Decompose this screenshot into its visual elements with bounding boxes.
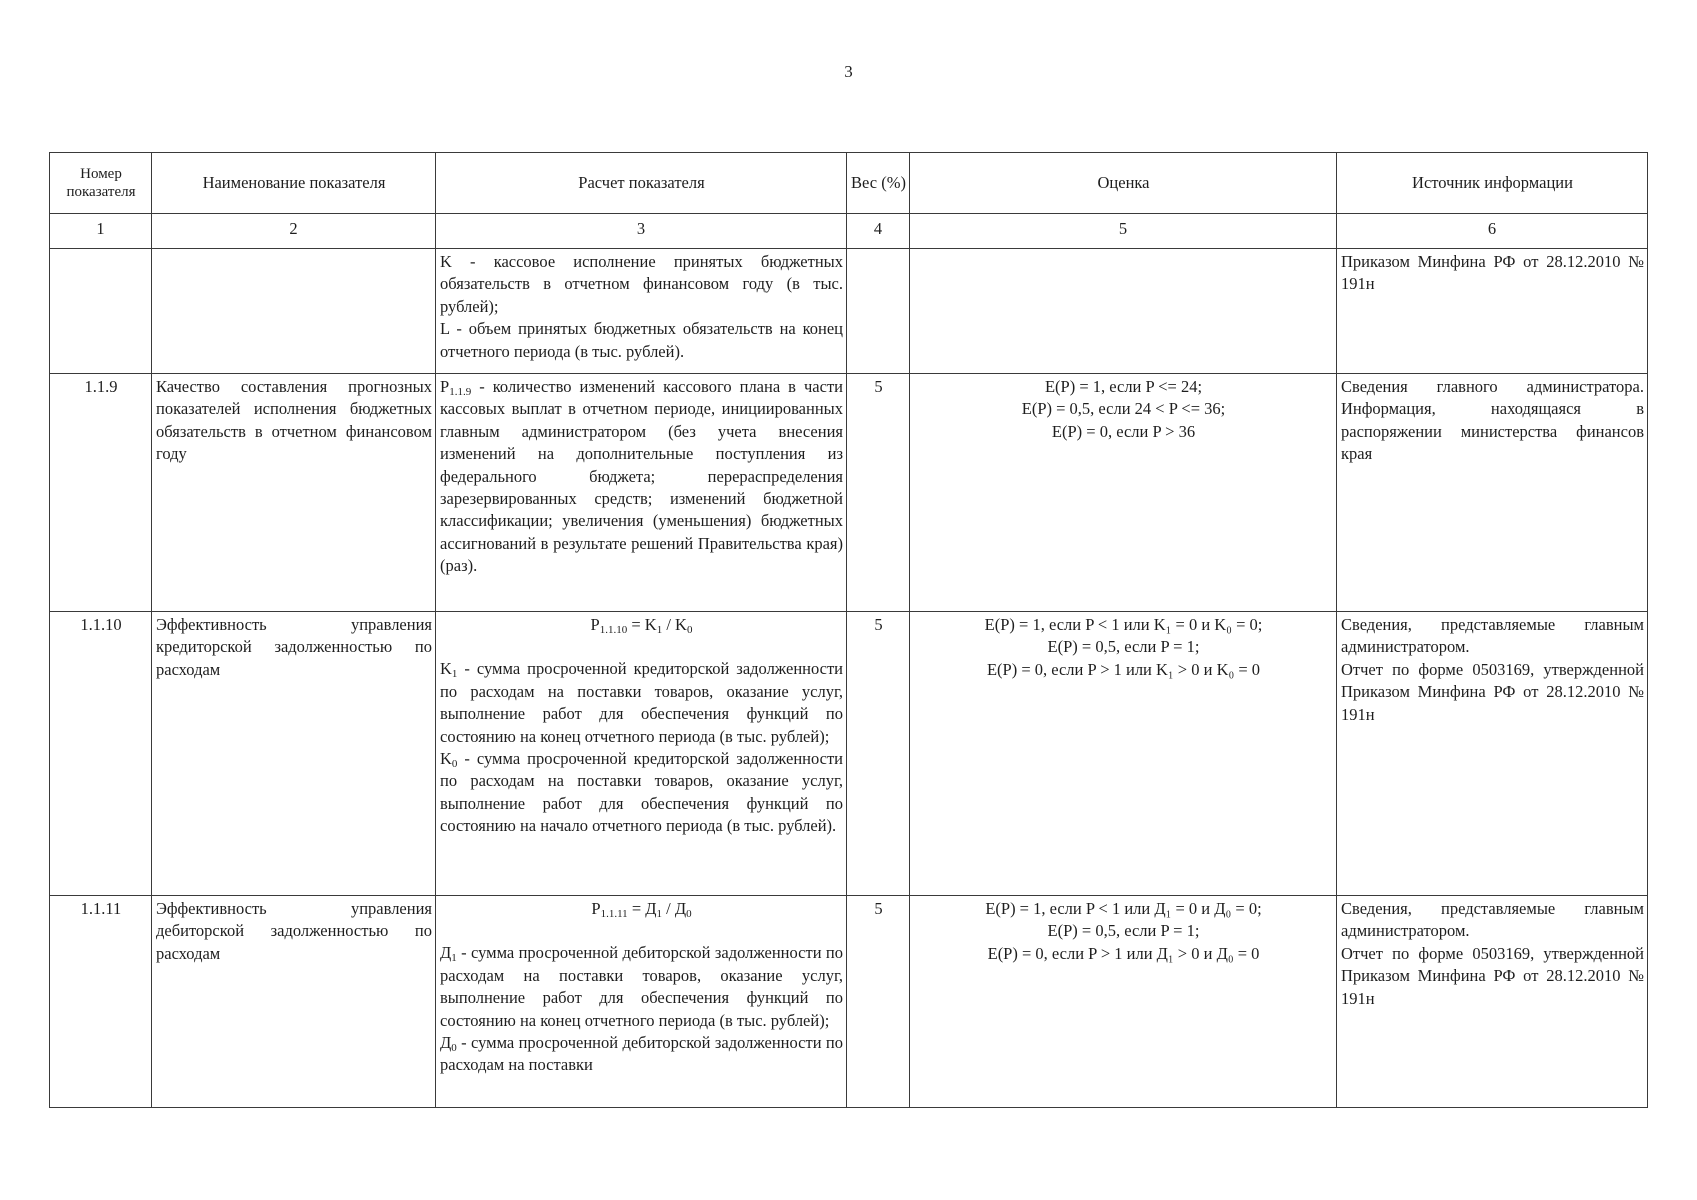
indicator-source xyxy=(1337,896,1648,1108)
calc-definition: L - объем принятых бюджетных обязательств на конец отчетного периода (в тыс. рублей). xyxy=(440,319,843,361)
indicator-calc xyxy=(436,249,847,374)
indicator-evaluation xyxy=(910,612,1337,896)
evaluation-line: E(P) = 0, если P > 1 или K₁ > 0 и K₀ = 0 xyxy=(986,659,1261,679)
indicator-calc xyxy=(436,612,847,896)
indicator-calc xyxy=(436,896,847,1108)
indicator-evaluation xyxy=(910,249,1337,374)
calc-definition: $Д_1$ - сумма просроченной дебиторской задолженности по расходам на поставки товаров, оказание услуг, выполнение работ для обеспечения функций по состоянию на конец отчетного периода (в тыс. рублей); xyxy=(440,943,843,1030)
indicator-source: Сведения главного администратора. Информация, находящаяся в распоряжении министерства финансов края xyxy=(1337,374,1648,612)
table-row xyxy=(50,612,1648,896)
indicator-source: Приказом Минфина РФ от 28.12.2010 № 191н xyxy=(1337,249,1648,374)
indicator-weight xyxy=(847,249,910,374)
evaluation-line: E(P) = 0, если P > 1 или Д₁ > 0 и Д₀ = 0 xyxy=(987,943,1260,963)
indicator-number: 1.1.10 xyxy=(50,612,152,896)
calc-definition: $K_1$ - сумма просроченной кредиторской задолженности по расходам на поставки товаров, оказание услуг, выполнение работ для обеспечения функций по состоянию на конец отчетного периода (в тыс. рублей); xyxy=(440,659,843,746)
column-number-row xyxy=(50,214,1648,249)
table-row xyxy=(50,896,1648,1108)
header-source: Источник информации xyxy=(1337,153,1648,214)
table-row xyxy=(50,374,1648,612)
evaluation-line: E(P) = 1, если P <= 24; xyxy=(1044,377,1203,396)
header-evaluation: Оценка xyxy=(910,153,1337,214)
source-line: Отчет по форме 0503169, утвержденной Приказом Минфина РФ от 28.12.2010 № 191н xyxy=(1341,943,1644,1008)
source-line: Отчет по форме 0503169, утвержденной Приказом Минфина РФ от 28.12.2010 № 191н xyxy=(1341,659,1644,724)
indicator-name xyxy=(152,249,436,374)
table-row xyxy=(50,249,1648,374)
header-row xyxy=(50,153,1648,214)
indicator-evaluation xyxy=(910,896,1337,1108)
page-number: 3 xyxy=(844,62,853,81)
indicator-calc xyxy=(436,374,847,612)
column-number: 1 xyxy=(50,214,152,249)
column-number: 3 xyxy=(436,214,847,249)
header-weight: Вес (%) xyxy=(847,153,910,214)
indicator-name: Эффективность управления дебиторской задолженностью по расходам xyxy=(152,896,436,1108)
indicators-table xyxy=(49,152,1648,1108)
indicator-weight: 5 xyxy=(847,374,910,612)
evaluation-line: E(P) = 0, если P > 36 xyxy=(1051,421,1196,441)
calc-definition: K - кассовое исполнение принятых бюджетных обязательств в отчетном финансовом году (в тыс. рублей); xyxy=(440,252,843,316)
indicator-number: 1.1.9 xyxy=(50,374,152,612)
calc-formula: $P_{1.1.10} = K_1 / K_0$ xyxy=(590,615,693,636)
indicator-number: 1.1.11 xyxy=(50,896,152,1108)
header-calc: Расчет показателя xyxy=(436,153,847,214)
header-number: Номер показателя xyxy=(50,153,152,214)
indicator-name: Эффективность управления кредиторской задолженностью по расходам xyxy=(152,612,436,896)
header-name: Наименование показателя xyxy=(152,153,436,214)
calc-definition: $K_0$ - сумма просроченной кредиторской задолженности по расходам на поставки товаров, оказание услуг, выполнение работ для обеспечения функций по состоянию на начало отчетного периода (в тыс. рублей). xyxy=(440,749,843,836)
column-number: 6 xyxy=(1337,214,1648,249)
source-line: Сведения, представляемые главным администратором. xyxy=(1341,615,1644,657)
evaluation-line: E(P) = 1, если P < 1 или K₁ = 0 и K₀ = 0; xyxy=(984,615,1263,634)
calc-formula: $P_{1.1.11} = Д_1 / Д_0$ xyxy=(591,899,692,920)
indicator-source xyxy=(1337,612,1648,896)
indicator-number xyxy=(50,249,152,374)
column-number: 5 xyxy=(910,214,1337,249)
column-number: 4 xyxy=(847,214,910,249)
source-line: Сведения, представляемые главным администратором. xyxy=(1341,899,1644,941)
calc-variable-subscript: 1.1.9 xyxy=(449,386,472,398)
evaluation-line: E(P) = 0,5, если P = 1; xyxy=(1047,921,1200,941)
evaluation-line: E(P) = 0,5, если P = 1; xyxy=(1047,637,1200,657)
evaluation-line: E(P) = 1, если P < 1 или Д₁ = 0 и Д₀ = 0; xyxy=(985,899,1262,918)
column-number: 2 xyxy=(152,214,436,249)
indicator-name: Качество составления прогнозных показателей исполнения бюджетных обязательств в отчетном финансовом году xyxy=(152,374,436,612)
calc-text: - количество изменений кассового плана в части кассовых выплат в отчетном периоде, инициированных главным администратором (без учета внесения изменений на дополнительные поступления из федерального бюджета; перераспределения зарезервированных средств; изменений бюджетной классификации; увеличения (уменьшения) бюджетных ассигнований в результате решений Правительства края) (раз). xyxy=(440,377,843,576)
indicator-weight: 5 xyxy=(847,896,910,1108)
indicator-evaluation xyxy=(910,374,1337,612)
indicator-weight: 5 xyxy=(847,612,910,896)
calc-variable: P xyxy=(440,377,450,396)
evaluation-line: E(P) = 0,5, если 24 < P <= 36; xyxy=(1021,399,1226,419)
calc-definition: $Д_0$ - сумма просроченной дебиторской задолженности по расходам на поставки xyxy=(440,1033,843,1075)
